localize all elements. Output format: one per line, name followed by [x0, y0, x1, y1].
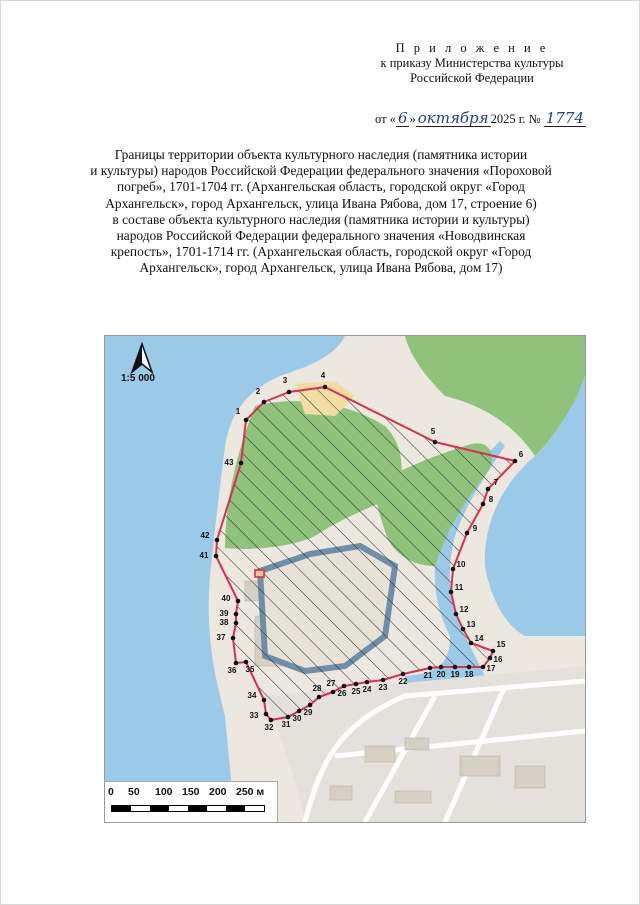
boundary-vertex	[513, 459, 518, 464]
boundary-vertex	[433, 440, 438, 445]
boundary-vertex	[428, 666, 433, 671]
boundary-point-label: 36	[227, 666, 237, 675]
boundary-point-label: 42	[200, 531, 210, 540]
boundary-vertex	[234, 612, 239, 617]
order-number: 1774	[545, 109, 584, 127]
title-line: крепость», 1701-1714 гг. (Архангельская область, городской округ «Город	[110, 244, 532, 260]
boundary-point-label: 30	[292, 714, 302, 723]
scale-bar-box	[105, 781, 278, 822]
boundary-vertex	[236, 599, 241, 604]
boundary-vertex	[439, 665, 444, 670]
order-mid: »	[409, 112, 416, 126]
title-line: погреб», 1701-1704 гг. (Архангельская область, городской округ «Город	[116, 179, 525, 195]
boundary-point-label: 8	[488, 495, 494, 504]
boundary-point-label: 27	[326, 679, 336, 688]
boundary-point-label: 31	[281, 720, 291, 729]
boundary-vertex	[469, 641, 474, 646]
boundary-point-label: 34	[247, 691, 257, 700]
boundary-point-label: 26	[337, 689, 347, 698]
boundary-point-label: 1	[235, 407, 241, 416]
title-line: Границы территории объекта культурного наследия (памятника истории	[114, 147, 528, 162]
title-line: народов Российской Федерации федерального значения «Новодвинская	[116, 228, 526, 244]
scale-bar	[111, 805, 265, 812]
boundary-point-label: 25	[351, 687, 361, 696]
boundary-vertex	[239, 461, 244, 466]
order-date-number	[375, 110, 586, 127]
boundary-vertex	[234, 621, 239, 626]
boundary-point-label: 35	[245, 665, 255, 674]
boundary-point-label: 37	[216, 633, 226, 642]
boundary-point-label: 11	[454, 583, 464, 592]
boundary-vertex	[262, 400, 267, 405]
boundary-vertex	[234, 661, 239, 666]
boundary-point-label: 29	[303, 708, 313, 717]
document-title	[71, 147, 571, 277]
boundary-point-label: 32	[264, 723, 274, 732]
boundary-point-label: 39	[219, 609, 229, 618]
north-arrow-icon	[122, 342, 162, 394]
boundary-vertex	[317, 695, 322, 700]
scale-label: 0	[108, 786, 114, 798]
boundary-vertex	[269, 718, 274, 723]
scale-label: 50	[128, 786, 140, 798]
boundary-point-label: 18	[464, 670, 474, 679]
title-line: в составе объекта культурного наследия (памятника истории и культуры)	[112, 211, 530, 227]
boundary-vertex	[451, 567, 456, 572]
boundary-vertex	[465, 531, 470, 536]
boundary-vertex	[215, 538, 220, 543]
boundary-point-label: 28	[312, 684, 322, 693]
boundary-point-label: 38	[219, 618, 229, 627]
boundary-vertex	[461, 627, 466, 632]
boundary-vertex	[354, 682, 359, 687]
boundary-vertex	[481, 502, 486, 507]
boundary-vertex	[467, 665, 472, 670]
scale-label: 100	[155, 786, 173, 798]
boundary-vertex	[231, 636, 236, 641]
map-canvas	[105, 336, 585, 822]
boundary-point-label: 21	[423, 671, 433, 680]
appendix-block	[357, 41, 587, 86]
boundary-point-label: 23	[378, 683, 388, 692]
boundary-point-label: 14	[474, 634, 484, 643]
boundary-point-label: 2	[255, 387, 261, 396]
appendix-line-1: к приказу Министерства культуры	[380, 56, 564, 70]
boundary-vertex	[331, 690, 336, 695]
title-line: Архангельск», город Архангельск, улица Ивана Рябова, дом 17)	[139, 260, 503, 276]
boundary-vertex	[401, 672, 406, 677]
order-month: октября	[417, 109, 489, 127]
boundary-vertex	[454, 612, 459, 617]
scale-label: 150	[182, 786, 200, 798]
boundary-vertex	[297, 709, 302, 714]
boundary-vertex	[308, 703, 313, 708]
boundary-point-label: 3	[282, 376, 288, 385]
scale-label: 250 м	[236, 786, 265, 798]
boundary-point-label: 9	[472, 524, 478, 533]
boundary-point-label: 5	[430, 427, 436, 436]
boundary-map	[104, 335, 586, 823]
boundary-vertex	[286, 715, 291, 720]
order-day: 6	[397, 109, 408, 127]
boundary-point-label: 43	[224, 458, 234, 467]
boundary-point-label: 10	[456, 560, 466, 569]
map-scale-ratio: 1:5 000	[121, 373, 155, 384]
boundary-point-label: 17	[486, 664, 496, 673]
boundary-point-label: 6	[518, 450, 524, 459]
boundary-vertex	[342, 684, 347, 689]
boundary-point-label: 12	[459, 605, 469, 614]
boundary-point-label: 40	[221, 594, 231, 603]
boundary-vertex	[453, 665, 458, 670]
boundary-point-label: 4	[320, 371, 326, 380]
boundary-vertex	[323, 385, 328, 390]
appendix-line-2: Российской Федерации	[410, 71, 534, 85]
boundary-point-label: 41	[199, 551, 209, 560]
boundary-point-label: 13	[466, 620, 476, 629]
title-line: и культуры) народов Российской Федерации федерального значения «Пороховой	[90, 163, 552, 179]
appendix-heading: П р и л о ж е н и е	[395, 41, 549, 55]
scale-labels	[108, 786, 264, 798]
boundary-vertex	[488, 656, 493, 661]
boundary-vertex	[365, 680, 370, 685]
boundary-vertex	[486, 487, 491, 492]
boundary-vertex	[449, 590, 454, 595]
order-year-text: 2025 г. №	[490, 112, 541, 126]
boundary-point-label: 7	[493, 478, 499, 487]
boundary-vertex	[214, 554, 219, 559]
boundary-point-label: 20	[436, 670, 446, 679]
powder-magazine-marker	[255, 570, 264, 577]
boundary-point-label: 24	[362, 685, 372, 694]
order-prefix: от «	[375, 112, 396, 126]
boundary-point-label: 15	[496, 640, 506, 649]
boundary-vertex	[481, 665, 486, 670]
boundary-point-label: 22	[398, 677, 408, 686]
boundary-vertex	[491, 649, 496, 654]
title-line: Архангельск», город Архангельск, улица Ивана Рябова, дом 17, строение 6)	[105, 195, 537, 211]
boundary-point-label: 33	[249, 711, 259, 720]
boundary-vertex	[381, 678, 386, 683]
boundary-vertex	[264, 712, 269, 717]
boundary-vertex	[262, 698, 267, 703]
scale-label: 200	[209, 786, 227, 798]
boundary-point-label: 16	[493, 655, 503, 664]
boundary-vertex	[287, 390, 292, 395]
boundary-point-label: 19	[450, 670, 460, 679]
boundary-vertex	[244, 660, 249, 665]
boundary-vertex	[244, 418, 249, 423]
